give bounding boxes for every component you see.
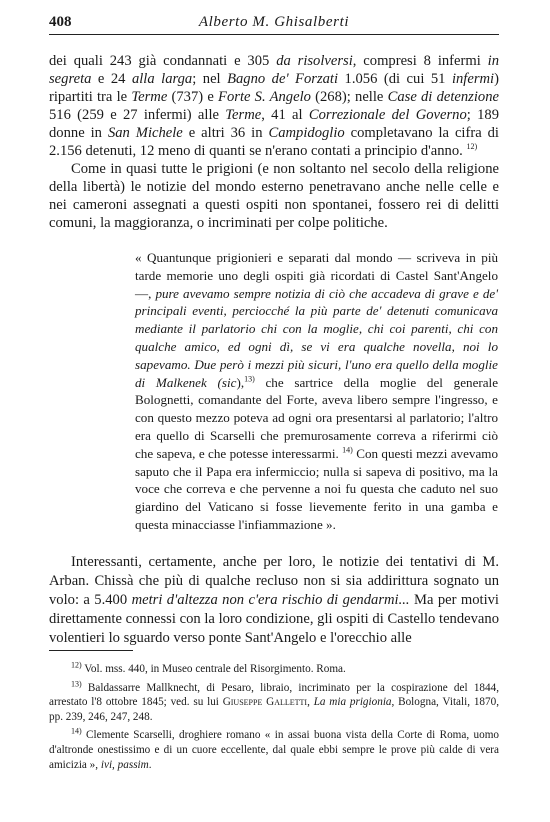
paragraph-1: [49, 52, 499, 160]
text-run: 516 (259 e 27 infermi) alle: [49, 107, 226, 123]
text-run: (737) e: [167, 89, 219, 105]
italic-run: Terme: [225, 107, 262, 123]
running-head: Alberto M. Ghisalberti: [198, 14, 350, 30]
text-run: Baldassarre Mallknecht, di Pesaro, libraio, incriminato per la cospirazione del 1844, arrestato l'8 ottobre 1845; ved. su lui: [49, 681, 499, 709]
text-run: e 24: [91, 71, 132, 87]
text-run: Interessanti, certamente, anche per loro, le notizie dei tentativi di M. Arban. Chissà che più di qualche recluso non si sia addirittura sognato un volo: a 5.400: [49, 554, 499, 608]
page-number: 408: [49, 14, 72, 30]
italic-run: ivi, passim: [100, 758, 149, 771]
paragraph-2: Come in quasi tutte le prigioni (e non soltanto nel secolo della religione della libertà) le notizie del mondo esterno penetravano anche nelle celle e nei cameroni assegnati a questi ospiti non spontanei, fossero rei di delitti comuni, la maggioranza, o incriminati per colpe politiche.: [49, 161, 499, 231]
text-run: ; nel: [192, 71, 228, 87]
text-run: « Quantunque prigionieri e separati dal mondo — scriveva in più tarde memorie uno degli ospiti già ricordati di Castel Sant'Angelo —,: [135, 250, 498, 301]
footnote-14: [49, 728, 499, 772]
footnote-divider: [49, 650, 133, 651]
footnote-13: [49, 678, 499, 725]
footnote-mark: 13): [71, 678, 82, 688]
italic-run: Case di detenzione: [387, 89, 499, 105]
footnotes: [49, 662, 499, 776]
footnote-mark: 12): [71, 660, 82, 670]
italic-run: pure avevamo sempre notizia di ciò che accadeva di grave e de' principali eventi, perciocché la più parte de' detenuti comunicava mediante il parlatorio chi con la moglie, chi coi parenti, chi con qualche amico, ed ogni dì, se vi era qualche novella, noi lo sapevamo. Due però i mezzi più sicuri, l'uno era quello della moglie di Malkenek (: [135, 285, 498, 390]
italic-run: sic: [221, 374, 237, 390]
italic-run: San Michele: [107, 125, 183, 141]
main-text-continued: [49, 553, 499, 648]
text-run: , 41 al: [261, 107, 309, 123]
text-run: , Bologna, Vitali, 1870, pp. 239, 246, 247, 248.: [49, 696, 499, 723]
text-run: (268); nelle: [310, 89, 388, 105]
italic-run: Forte S. Angelo: [218, 89, 311, 105]
text-run: ) ripartiti tra le: [49, 71, 499, 105]
text-run: completavano la cifra di 2.156 detenuti, 12 meno di quanti se n'erano contati a principio d'anno.: [49, 125, 499, 159]
italic-run: da risolversi: [276, 53, 353, 69]
footnote-ref-12[interactable]: 12): [466, 142, 478, 152]
text-run: ; 189 donne in: [49, 107, 500, 141]
text-run: ),: [236, 374, 245, 390]
main-text: [49, 52, 499, 232]
book-title: La mia prigionia: [313, 696, 392, 709]
text-run: 1.056 (di cui 51: [338, 71, 452, 87]
text-run: Con questi mezzi avevamo saputo che il Papa era infermiccio; nulla si sapeva di positivo, ma la voce che correva e che pervenne a noi fu questa che caduto nel suo giardino del Vaticano si fosse lievemente ferito in una gamba e questa minacciasse l'infiammazione ».: [135, 445, 498, 532]
text-run: , compresi 8 infermi: [352, 53, 488, 69]
italic-run: metri d'altezza non c'era rischio di gendarmi...: [131, 592, 410, 608]
italic-run: Campidoglio: [268, 125, 345, 141]
block-quote: [135, 249, 498, 534]
italic-run: Terme: [131, 89, 168, 105]
footnote-mark: 14): [71, 726, 82, 736]
paragraph-3: [49, 553, 499, 648]
italic-run: Bagno de' Forzati: [227, 71, 339, 87]
text-run: Vol. mss. 440, in Museo centrale del Risorgimento. Roma.: [81, 663, 346, 675]
text-run: Clemente Scarselli, droghiere romano « in assai buona vista della Corte di Roma, uomo d'altronde onestissimo e di un cuore eccellente, dal quale ebbi sempre le prove più calde di vera amicizia »,: [49, 729, 499, 771]
text-run: .: [148, 758, 152, 771]
page-header: [49, 12, 499, 35]
italic-run: alla larga: [131, 71, 193, 87]
italic-run: Correzionale del Governo: [308, 107, 467, 123]
footnote-12: [49, 662, 499, 677]
footnote-ref-13[interactable]: 13): [244, 374, 255, 384]
text-run: e altri 36 in: [182, 125, 269, 141]
text-run: che sartrice della moglie del generale Bolognetti, comandante del Forte, aveva libero sempre l'ingresso, e con questo mezzo poteva ad ogni ora presentarsi al parlatorio; l'altro era quello di Scarselli che premurosamente correva a riferirmi ciò che sapeva, e che potesse interessarmi.: [135, 374, 499, 461]
author-name: Giuseppe Galletti: [222, 696, 308, 709]
text-run: dei quali 243 già condannati e 305: [49, 53, 277, 69]
italic-run: in segreta: [49, 53, 499, 87]
text-run: ,: [307, 696, 314, 709]
italic-run: infermi: [451, 71, 495, 87]
footnote-ref-14[interactable]: 14): [342, 445, 353, 455]
text-run: Ma per motivi direttamente connessi con la loro condizione, gli ospiti di Castello tendevano volentieri lo sguardo verso ponte Sant'Angelo e l'orecchio alle: [49, 592, 499, 646]
